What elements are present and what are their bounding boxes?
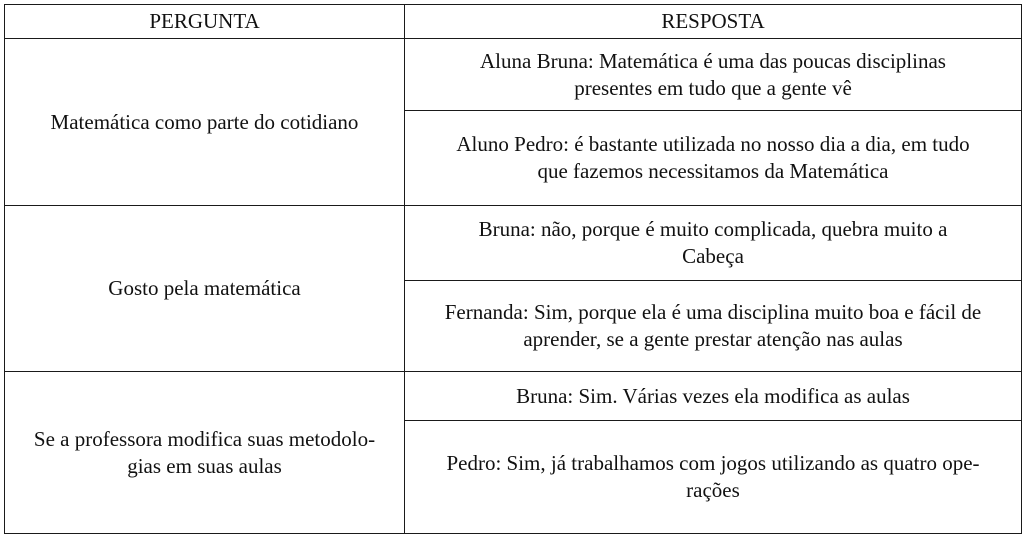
table-row (5, 206, 1022, 281)
answer-cell: Aluna Bruna: Matemática é uma das poucas disciplinas presentes em tudo que a gente vê (405, 39, 1022, 111)
answer-cell: Bruna: Sim. Várias vezes ela modifica as aulas (405, 372, 1022, 421)
table-row (5, 39, 1022, 111)
question-cell: Gosto pela matemática (5, 206, 405, 372)
header-question: PERGUNTA (5, 5, 405, 39)
answer-cell: Fernanda: Sim, porque ela é uma disciplina muito boa e fácil de aprender, se a gente prestar atenção nas aulas (405, 281, 1022, 372)
header-answer: RESPOSTA (405, 5, 1022, 39)
question-cell: Se a professora modifica suas metodolo- gias em suas aulas (5, 372, 405, 534)
answer-cell: Aluno Pedro: é bastante utilizada no nosso dia a dia, em tudo que fazemos necessitamos da Matemática (405, 111, 1022, 206)
header-row (5, 5, 1022, 39)
answer-cell: Pedro: Sim, já trabalhamos com jogos utilizando as quatro ope- rações (405, 421, 1022, 534)
table-row (5, 372, 1022, 421)
question-cell: Matemática como parte do cotidiano (5, 39, 405, 206)
survey-table (4, 4, 1022, 534)
answer-cell: Bruna: não, porque é muito complicada, quebra muito a Cabeça (405, 206, 1022, 281)
